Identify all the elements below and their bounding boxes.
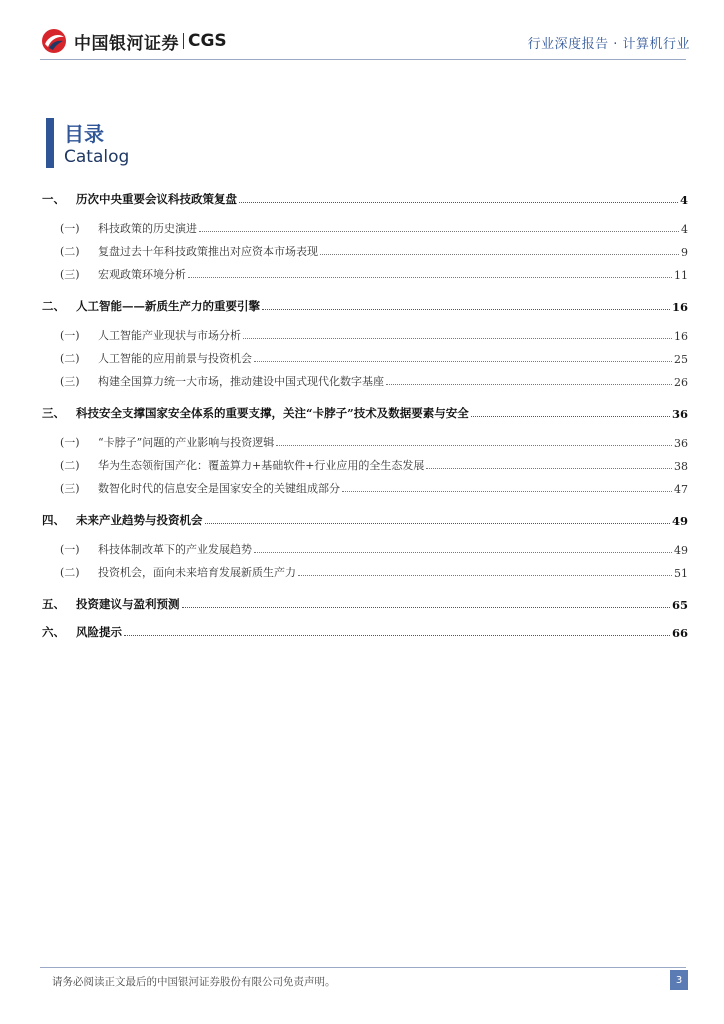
toc-entry-title: 投资机会，面向未来培育发展新质生产力 — [98, 566, 296, 579]
toc-entry-page: 47 — [674, 483, 688, 496]
toc-entry-title: 风险提示 — [76, 625, 122, 639]
toc-dot-leader — [320, 254, 679, 255]
toc-entry-title: 科技体制改革下的产业发展趋势 — [98, 543, 252, 556]
toc-section-entry[interactable] — [60, 348, 688, 366]
toc-entry-title: 科技安全支撑国家安全体系的重要支撑，关注“卡脖子”技术及数据要素与安全 — [76, 406, 469, 420]
toc-entry-page: 51 — [674, 567, 688, 580]
toc-section-entry[interactable] — [60, 539, 688, 557]
footer-disclaimer: 请务必阅读正文最后的中国银河证券股份有限公司免责声明。 — [52, 976, 336, 988]
logo-divider — [183, 33, 184, 49]
toc-dot-leader — [276, 445, 672, 446]
toc-entry-number: (二) — [60, 566, 80, 579]
toc-dot-leader — [298, 575, 672, 576]
title-english: Catalog — [64, 147, 130, 167]
toc-chapter-entry[interactable] — [42, 296, 688, 314]
toc-entry-page: 36 — [674, 437, 688, 450]
toc-entry-number: (一) — [60, 222, 80, 235]
toc-entry-number: 一、 — [42, 192, 65, 206]
toc-entry-title: 人工智能产业现状与市场分析 — [98, 329, 241, 342]
header-divider — [40, 59, 686, 60]
toc-entry-number: (三) — [60, 482, 80, 495]
toc-entry-page: 4 — [681, 223, 688, 236]
toc-entry-page: 49 — [674, 544, 688, 557]
toc-dot-leader — [182, 607, 670, 608]
toc-entry-title: 科技政策的历史演进 — [98, 222, 197, 235]
toc-section-entry[interactable] — [60, 241, 688, 259]
toc-entry-title: 宏观政策环境分析 — [98, 268, 186, 281]
toc-section-entry[interactable] — [60, 218, 688, 236]
toc-entry-page: 66 — [671, 626, 688, 640]
toc-entry-number: (二) — [60, 352, 80, 365]
footer-divider — [40, 967, 686, 968]
toc-entry-number: 四、 — [42, 513, 65, 527]
galaxy-logo-icon — [40, 27, 68, 55]
report-type-label: 行业深度报告 · 计算机行业 — [527, 37, 690, 52]
toc-section-entry[interactable] — [60, 455, 688, 473]
toc-dot-leader — [342, 491, 672, 492]
toc-entry-page: 11 — [674, 269, 688, 282]
toc-dot-leader — [262, 309, 670, 310]
toc-dot-leader — [254, 552, 672, 553]
toc-entry-title: 人工智能——新质生产力的重要引擎 — [76, 299, 260, 313]
toc-entry-title: 复盘过去十年科技政策推出对应资本市场表现 — [98, 245, 318, 258]
toc-dot-leader — [254, 361, 672, 362]
toc-section-entry[interactable] — [60, 325, 688, 343]
toc-entry-number: 三、 — [42, 406, 65, 420]
toc-entry-page: 4 — [679, 193, 688, 207]
toc-section-entry[interactable] — [60, 432, 688, 450]
toc-entry-title: 华为生态领衔国产化：覆盖算力+基础软件+行业应用的全生态发展 — [98, 459, 425, 472]
toc-entry-title: “卡脖子”问题的产业影响与投资逻辑 — [98, 436, 275, 449]
toc-chapter-entry[interactable] — [42, 594, 688, 612]
toc-entry-number: 六、 — [42, 625, 65, 639]
logo-chinese-name: 中国银河证券 — [74, 33, 179, 54]
toc-dot-leader — [188, 277, 672, 278]
toc-entry-number: 二、 — [42, 299, 65, 313]
toc-entry-title: 历次中央重要会议科技政策复盘 — [76, 192, 237, 206]
toc-entry-title: 数智化时代的信息安全是国家安全的关键组成部分 — [98, 482, 340, 495]
toc-entry-number: (二) — [60, 245, 80, 258]
toc-entry-page: 9 — [681, 246, 688, 259]
toc-entry-number: (一) — [60, 543, 80, 556]
toc-dot-leader — [239, 202, 678, 203]
toc-entry-number: (一) — [60, 436, 80, 449]
toc-chapter-entry[interactable] — [42, 189, 688, 207]
toc-entry-page: 16 — [674, 330, 688, 343]
toc-section-entry[interactable] — [60, 478, 688, 496]
toc-dot-leader — [243, 338, 672, 339]
toc-chapter-entry[interactable] — [42, 510, 688, 528]
toc-entry-page: 25 — [674, 353, 688, 366]
toc-entry-title: 未来产业趋势与投资机会 — [76, 513, 203, 527]
toc-entry-number: (三) — [60, 268, 80, 281]
toc-chapter-entry[interactable] — [42, 403, 688, 421]
company-logo — [40, 26, 227, 56]
toc-entry-page: 38 — [674, 460, 688, 473]
toc-dot-leader — [426, 468, 672, 469]
toc-section-entry[interactable] — [60, 264, 688, 282]
toc-chapter-entry[interactable] — [42, 622, 688, 640]
title-chinese: 目录 — [64, 122, 104, 146]
page-number-badge: 3 — [670, 970, 688, 990]
toc-entry-page: 16 — [671, 300, 688, 314]
toc-dot-leader — [471, 416, 670, 417]
toc-dot-leader — [124, 635, 670, 636]
toc-entry-title: 构建全国算力统一大市场，推动建设中国式现代化数字基座 — [98, 375, 384, 388]
toc-entry-number: (一) — [60, 329, 80, 342]
toc-section-entry[interactable] — [60, 562, 688, 580]
toc-entry-page: 26 — [674, 376, 688, 389]
toc-entry-title: 投资建议与盈利预测 — [76, 597, 180, 611]
toc-section-entry[interactable] — [60, 371, 688, 389]
page-header — [0, 0, 724, 60]
toc-dot-leader — [386, 384, 672, 385]
toc-entry-number: 五、 — [42, 597, 65, 611]
title-accent-bar — [46, 118, 54, 168]
toc-dot-leader — [199, 231, 679, 232]
toc-dot-leader — [205, 523, 670, 524]
toc-entry-page: 36 — [671, 407, 688, 421]
toc-entry-page: 65 — [671, 598, 688, 612]
toc-entry-number: (二) — [60, 459, 80, 472]
toc-entry-page: 49 — [671, 514, 688, 528]
toc-entry-title: 人工智能的应用前景与投资机会 — [98, 352, 252, 365]
logo-english-name: CGS — [188, 31, 227, 51]
toc-entry-number: (三) — [60, 375, 80, 388]
